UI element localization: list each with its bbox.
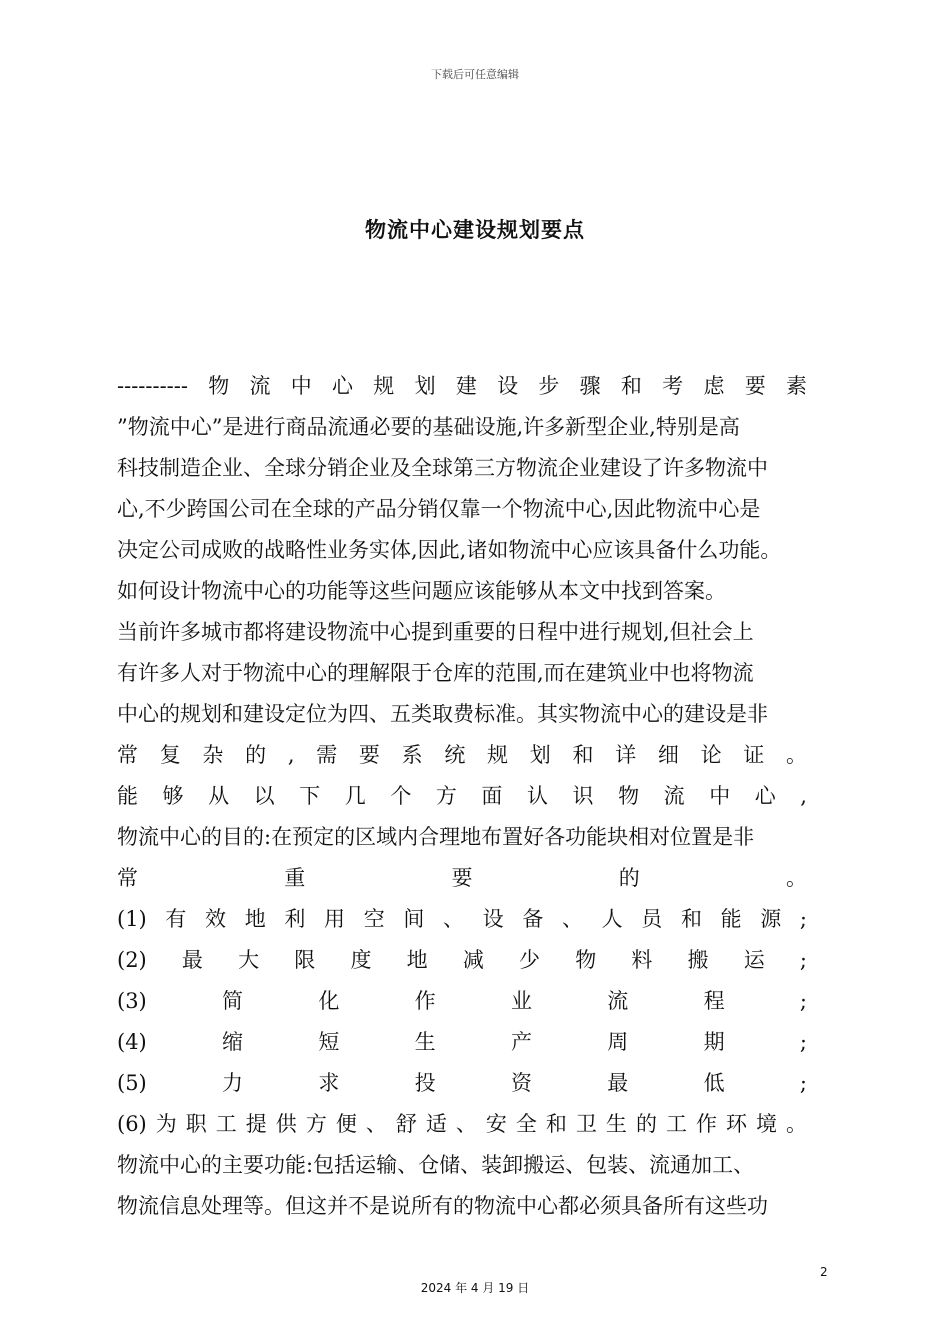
body-line: 物流中心的主要功能:包括运输、仓储、装卸搬运、包装、流通加工、 bbox=[117, 1153, 755, 1177]
document-title: 物流中心建设规划要点 bbox=[365, 217, 585, 242]
document-body bbox=[117, 366, 837, 1227]
body-line: 能够从以下几个方面认识物流中心, bbox=[117, 784, 807, 808]
body-line: 心,不少跨国公司在全球的产品分销仅靠一个物流中心,因此物流中心是 bbox=[117, 497, 761, 521]
list-item: (3)简化作业流程; bbox=[117, 989, 807, 1013]
page-number: 2 bbox=[820, 1265, 828, 1279]
body-line: 常复杂的,需要系统规划和详细论证。 bbox=[117, 743, 807, 767]
body-line: 有许多人对于物流中心的理解限于仓库的范围,而在建筑业中也将物流 bbox=[117, 661, 754, 685]
body-line: ”物流中心”是进行商品流通必要的基础设施,许多新型企业,特别是高 bbox=[117, 415, 740, 439]
body-line: 中心的规划和建设定位为四、五类取费标准。其实物流中心的建设是非 bbox=[117, 702, 768, 726]
page-footer-date: 2024 年 4 月 19 日 bbox=[420, 1281, 530, 1295]
list-item: (4)缩短生产周期; bbox=[117, 1030, 807, 1054]
subtitle-line: ----------物流中心规划建设步骤和考虑要素 bbox=[117, 374, 807, 398]
body-line: 如何设计物流中心的功能等这些问题应该能够从本文中找到答案。 bbox=[117, 579, 726, 603]
body-line: 常重要的。 bbox=[117, 866, 807, 890]
list-item: (6)为职工提供方便、舒适、安全和卫生的工作环境。 bbox=[117, 1112, 807, 1136]
list-item: (2)最大限度地减少物料搬运; bbox=[117, 948, 807, 972]
body-line: 物流中心的目的:在预定的区域内合理地布置好各功能块相对位置是非 bbox=[117, 825, 755, 849]
body-line: 当前许多城市都将建设物流中心提到重要的日程中进行规划,但社会上 bbox=[117, 620, 754, 644]
body-line: 决定公司成败的战略性业务实体,因此,诸如物流中心应该具备什么功能。 bbox=[117, 538, 782, 562]
list-item: (1)有效地利用空间、设备、人员和能源; bbox=[117, 907, 807, 931]
body-line: 物流信息处理等。但这并不是说所有的物流中心都必须具备所有这些功 bbox=[117, 1194, 768, 1218]
page-header: 下载后可任意编辑 bbox=[431, 68, 519, 81]
body-line: 科技制造企业、全球分销企业及全球第三方物流企业建设了许多物流中 bbox=[117, 456, 768, 480]
list-item: (5)力求投资最低; bbox=[117, 1071, 807, 1095]
